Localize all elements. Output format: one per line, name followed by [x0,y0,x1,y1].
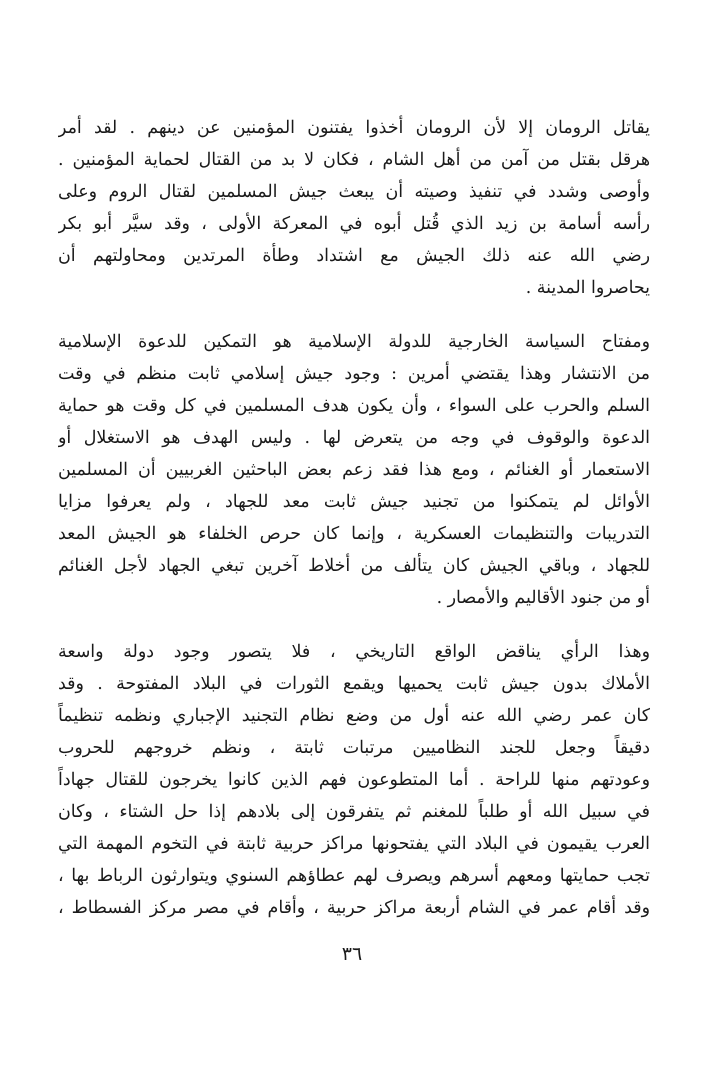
paragraph-line: دقيقاً وجعل للجند النظاميين مرتبات ثابتة ، ونظم خروجهم للحروب [58,738,650,758]
paragraph-line: للجهاد ، وباقي الجيش كان يتألف من أخلاط آخرين تبغي الجهاد لأجل الغنائم [58,556,650,576]
paragraph-line: من الانتشار وهذا يقتضي أمرين : وجود جيش إسلامي ثابت منظم في وقت [58,364,650,384]
paragraph-line: التدريبات والتنظيمات العسكرية ، وإنما كان حرص الخلفاء هو الجيش المعد [58,524,650,544]
paragraph-gap [58,614,650,636]
paragraph-line: رضي الله عنه ذلك الجيش مع اشتداد وطأة المرتدين ومحاولتهم أن [58,246,650,266]
paragraph-line: تجب حمايتها ومعهم أسرهم ويصرف لهم عطاؤهم السنوي ويتوارثون الرباط بها ، [58,866,650,886]
paragraph-3 [58,636,650,924]
paragraph-line: يحاصروا المدينة . [525,278,650,298]
paragraph-line: رأسه أسامة بن زيد الذي قُتل أبوه في المعركة الأولى ، وقد سيَّر أبو بكر [58,214,650,234]
paragraph-line: وهذا الرأي يناقض الواقع التاريخي ، فلا يتصور وجود دولة واسعة [58,642,650,662]
paragraph-line: وعودتهم منها للراحة . أما المتطوعون فهم الذين كانوا يخرجون للقتال جهاداً [58,770,650,790]
paragraph-line: يقاتل الرومان إلا لأن الرومان أخذوا يفتنون المؤمنين عن دينهم . لقد أمر [58,118,650,138]
paragraph-line: الاستعمار أو الغنائم ، ومع هذا فقد زعم بعض الباحثين الغربيين أن المسلمين [58,460,650,480]
paragraph-line: أو من جنود الأقاليم والأمصار . [436,588,650,608]
paragraph-2 [58,326,650,614]
paragraph-line: ومفتاح السياسة الخارجية للدولة الإسلامية هو التمكين للدعوة الإسلامية [58,332,650,352]
paragraph-gap [58,304,650,326]
paragraph-line: في سبيل الله أو طلباً للمغنم ثم يتفرقون إلى بلادهم إذا حل الشتاء ، وكان [58,802,650,822]
page-number: ٣٦ [341,943,363,965]
paragraph-line: كان عمر رضي الله عنه أول من وضع نظام التجنيد الإجباري ونظمه تنظيماً [58,706,650,726]
paragraph-line: هرقل بقتل من آمن من أهل الشام ، فكان لا بد من القتال لحماية المؤمنين . [58,150,650,170]
paragraph-line: الأوائل لم يتمكنوا من تجنيد جيش ثابت معد للجهاد ، ولم يعرفوا مزايا [58,492,650,512]
paragraph-line: السلم والحرب على السواء ، وأن يكون هدف المسلمين في كل وقت هو حماية [58,396,650,416]
paragraph-line: وأوصى وشدد في تنفيذ وصيته أن يبعث جيش المسلمين لقتال الروم وعلى [58,182,650,202]
page-body [58,112,650,924]
paragraph-line: العرب يقيمون في البلاد التي يفتحونها مراكز حربية ثابتة في التخوم المهمة التي [58,834,650,854]
paragraph-1 [58,112,650,304]
paragraph-line: الدعوة والوقوف في وجه من يتعرض لها . وليس الهدف هو الاستغلال أو [58,428,650,448]
paragraph-line: وقد أقام عمر في الشام أربعة مراكز حربية ، وأقام في مصر مركز الفسطاط ، [58,898,650,918]
paragraph-line: الأملاك بدون جيش ثابت يحميها ويقمع الثورات في البلاد المفتوحة . وقد [58,674,650,694]
